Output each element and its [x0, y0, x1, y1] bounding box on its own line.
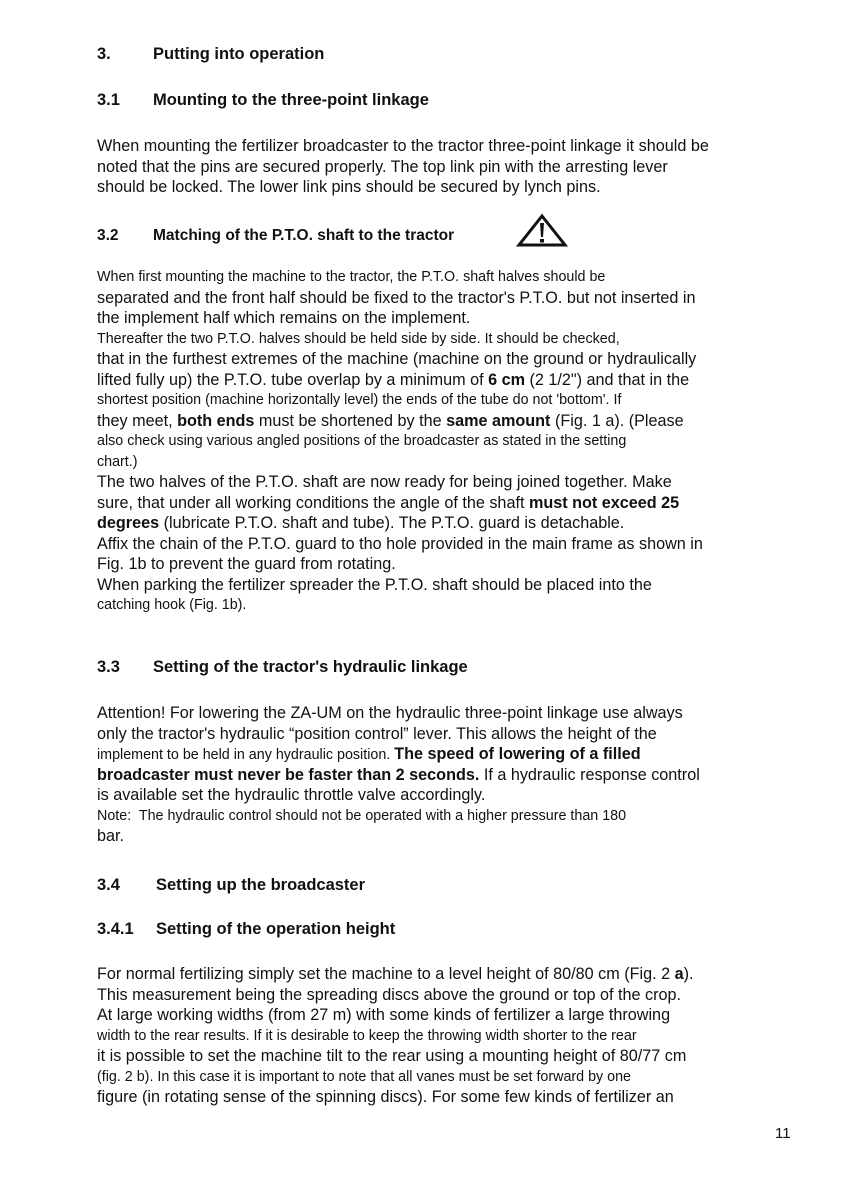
section-number: 3.4.1 [97, 920, 134, 938]
text-line: This measurement being the spreading discs above the ground or top of the crop. [97, 985, 681, 1004]
text-line: At large working widths (from 27 m) with some kinds of fertilizer a large throwing [97, 1006, 671, 1024]
text-line: Affix the chain of the P.T.O. guard to tho hole provided in the main frame as shown in [97, 534, 703, 553]
text-line: The two halves of the P.T.O. shaft are now ready for being joined together. Make [97, 473, 672, 491]
section-heading-3 [97, 45, 325, 64]
section-title: Setting up the broadcaster [156, 876, 366, 894]
text-line [97, 964, 797, 985]
text-line: should be locked. The lower link pins should be secured by lynch pins. [97, 178, 601, 196]
emphasis: degrees [97, 514, 160, 532]
section-number: 3.2 [97, 227, 119, 244]
text-run: sure, that under all working conditions the angle of the shaft [97, 493, 529, 512]
section-heading-3-4-1 [97, 920, 396, 939]
section-title: Setting of the operation height [156, 920, 396, 938]
text-line [97, 513, 797, 534]
text-line: bar. [97, 827, 124, 845]
paragraph-3-2 [97, 267, 797, 616]
section-number: 3.4 [97, 876, 120, 894]
page-number: 11 [775, 1125, 791, 1142]
text-run: must be shortened by the [254, 411, 447, 430]
text-line: noted that the pins are secured properly. The top link pin with the arresting lever [97, 157, 668, 176]
paragraph-3-4-1 [97, 964, 797, 1108]
text-line [97, 411, 797, 432]
text-line: also check using various angled positions of the broadcaster as stated in the setting [97, 433, 627, 449]
warning-triangle-icon [516, 213, 568, 247]
section-number: 3.3 [97, 658, 120, 676]
text-run: If a hydraulic response control [479, 765, 700, 784]
text-line: only the tractor's hydraulic “position control” lever. This allows the height of the [97, 724, 657, 743]
text-line: figure (in rotating sense of the spinning discs). For some few kinds of fertilizer an [97, 1088, 674, 1106]
emphasis: broadcaster must never be faster than 2 seconds. [97, 765, 480, 784]
text-line: Attention! For lowering the ZA-UM on the hydraulic three-point linkage use always [97, 704, 683, 722]
text-run: For normal fertilizing simply set the machine to a level height of 80/80 cm (Fig. 2 [97, 965, 675, 983]
section-heading-3-1 [97, 91, 429, 110]
text-line: When mounting the fertilizer broadcaster to the tractor three-point linkage it should be [97, 137, 709, 155]
section-title: Putting into operation [153, 45, 325, 63]
text-run: ). [683, 965, 694, 983]
section-heading-3-2 [97, 227, 455, 245]
section-title: Mounting to the three-point linkage [153, 91, 429, 109]
text-line: shortest position (machine horizontally level) the ends of the tube do not 'bottom'. If [97, 392, 622, 408]
text-run: (Fig. 1 a). (Please [550, 411, 684, 430]
text-line: width to the rear results. If it is desirable to keep the throwing width shorter to the rear [97, 1027, 637, 1044]
text-line: Note: The hydraulic control should not be operated with a higher pressure than 180 [97, 807, 627, 824]
text-run: they meet, [97, 411, 178, 430]
text-line: When parking the fertilizer spreader the P.T.O. shaft should be placed into the [97, 575, 652, 594]
text-line: that in the furthest extremes of the machine (machine on the ground or hydraulically [97, 350, 697, 368]
emphasis: same amount [446, 411, 551, 430]
emphasis: must not exceed 25 [528, 493, 680, 512]
text-line [97, 744, 797, 765]
section-heading-3-4 [97, 876, 366, 895]
text-run: (lubricate P.T.O. shaft and tube). The P.T.O. guard is detachable. [159, 514, 625, 532]
text-line: Thereafter the two P.T.O. halves should be held side by side. It should be checked, [97, 330, 620, 347]
section-heading-3-3 [97, 658, 468, 677]
text-line [97, 493, 797, 514]
text-run: implement to be held in any hydraulic position. [97, 747, 395, 763]
section-title: Setting of the tractor's hydraulic linkage [153, 658, 468, 676]
paragraph-3-3 [97, 703, 797, 847]
text-line: When first mounting the machine to the tractor, the P.T.O. shaft halves should be [97, 269, 606, 285]
section-title: Matching of the P.T.O. shaft to the tractor [153, 227, 455, 244]
text-line: (fig. 2 b). In this case it is important to note that all vanes must be set forward by one [97, 1068, 632, 1085]
text-line: it is possible to set the machine tilt to the rear using a mounting height of 80/77 cm [97, 1047, 687, 1065]
text-run: (2 1/2") and that in the [525, 370, 690, 389]
emphasis: a [674, 965, 684, 983]
text-line [97, 765, 797, 786]
text-line: is available set the hydraulic throttle valve accordingly. [97, 786, 486, 804]
text-line: catching hook (Fig. 1b). [97, 597, 247, 613]
text-line: Fig. 1b to prevent the guard from rotating. [97, 555, 396, 573]
text-line: the implement half which remains on the implement. [97, 309, 471, 327]
emphasis: 6 cm [488, 370, 525, 389]
text-run: lifted fully up) the P.T.O. tube overlap by a minimum of [97, 370, 489, 389]
section-number: 3. [97, 45, 111, 63]
emphasis: both ends [177, 411, 255, 430]
emphasis: The speed of lowering of a filled [394, 745, 641, 763]
text-line: chart.) [97, 453, 138, 470]
text-line: separated and the front half should be fixed to the tractor's P.T.O. but not inserted in [97, 288, 696, 307]
section-number: 3.1 [97, 91, 120, 109]
paragraph-3-1 [97, 136, 797, 198]
text-line [97, 370, 797, 391]
